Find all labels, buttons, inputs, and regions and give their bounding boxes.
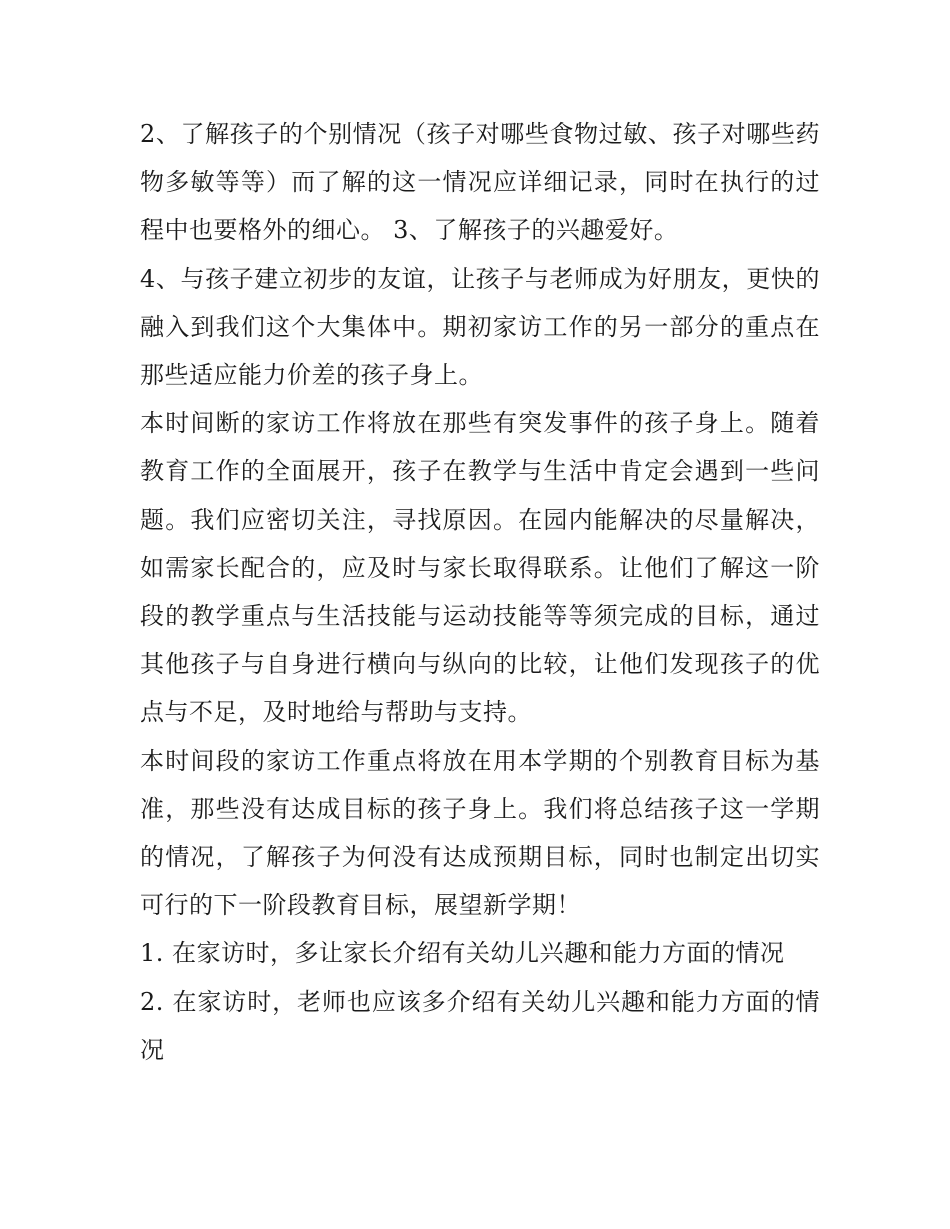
paragraph-emergency-visits: 本时间断的家访工作将放在那些有突发事件的孩子身上。随着教育工作的全面展开，孩子在教学与生活中肯定会遇到一些问题。我们应密切关注，寻找原因。在园内能解决的尽量解决，如需家长配合的，应及时与家长取得联系。让他们了解这一阶段的教学重点与生活技能与运动技能等等须完成的目标，通过其他孩子与自身进行横向与纵向的比较，让他们发现孩子的优点与不足，及时地给与帮助与支持。: [140, 409, 820, 727]
list-item-2: 2. 在家访时，老师也应该多介绍有关幼儿兴趣和能力方面的情况: [140, 987, 820, 1064]
paragraph-individual-situation: 2、了解孩子的个别情况（孩子对哪些食物过敏、孩子对哪些药物多敏等等）而了解的这一情况应详细记录，同时在执行的过程中也要格外的细心。 3、了解孩子的兴趣爱好。: [140, 120, 820, 245]
paragraph-term-goals: 本时间段的家访工作重点将放在用本学期的个别教育目标为基准，那些没有达成目标的孩子身上。我们将总结孩子这一学期的情况，了解孩子为何没有达成预期目标，同时也制定出切实可行的下一阶段教育目标，展望新学期！: [140, 746, 820, 920]
list-item-1: 1. 在家访时，多让家长介绍有关幼儿兴趣和能力方面的情况: [140, 939, 785, 968]
document-page: [140, 110, 820, 1074]
paragraph-friendship: 4、与孩子建立初步的友谊，让孩子与老师成为好朋友，更快的融入到我们这个大集体中。期初家访工作的另一部分的重点在那些适应能力价差的孩子身上。: [140, 264, 820, 390]
